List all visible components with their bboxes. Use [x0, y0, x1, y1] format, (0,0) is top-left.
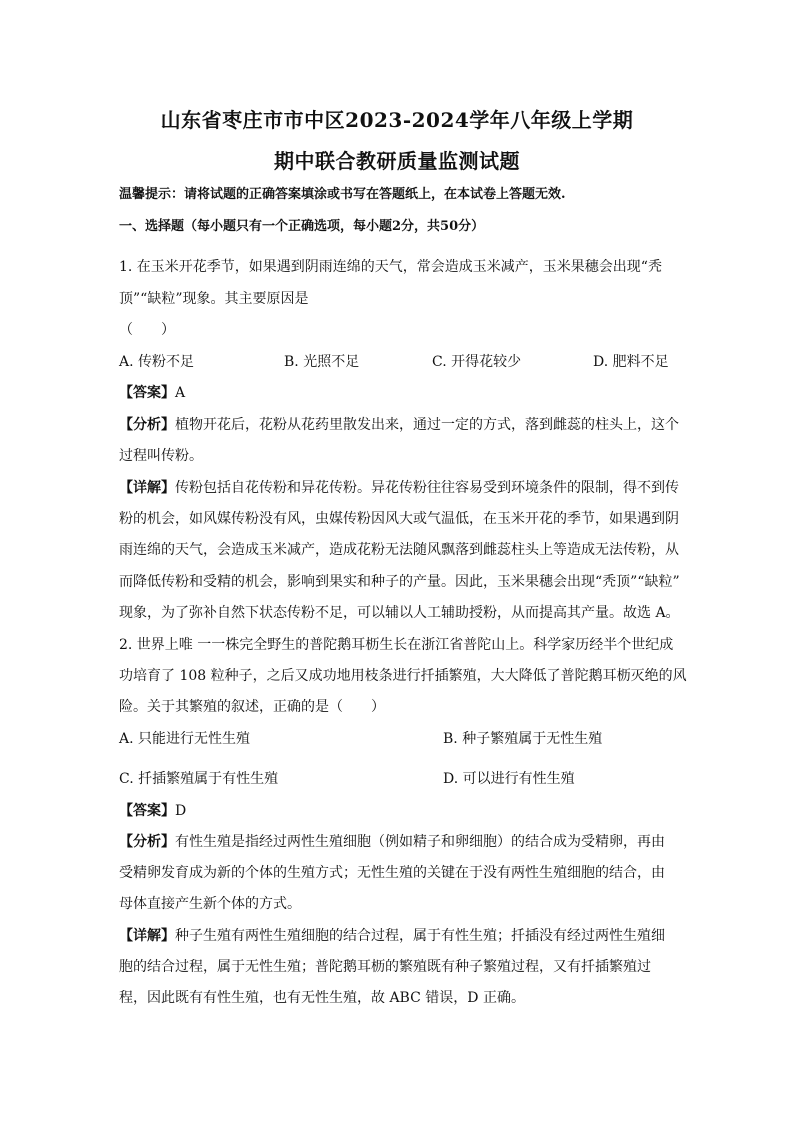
q2-detail-line-3: 程，因此既有有性生殖，也有无性生殖，故 ABC 错误，D 正确。 [119, 990, 525, 1006]
q2-answer-value: D [175, 803, 187, 819]
q2-analysis-line-3: 母体直接产生新个体的方式。 [119, 896, 301, 912]
q1-detail-text-1: 传粉包括自花传粉和异花传粉。异花传粉往往容易受到环境条件的限制，得不到传 [175, 480, 679, 496]
q2-stem-line-1: 2. 世界上唯 一一株完全野生的普陀鹅耳枥生长在浙江省普陀山上。科学家历经半个世纪成 [119, 637, 674, 653]
title-line-2: 期中联合教研质量监测试题 [274, 149, 520, 173]
q1-analysis-text-1: 植物开花后，花粉从花药里散发出来，通过一定的方式，落到雌蕊的柱头上，这个 [175, 417, 679, 433]
q1-option-c: C. 开得花较少 [432, 354, 522, 370]
q2-detail-tag: 【详解】 [119, 928, 175, 944]
q1-stem-line-1: 1. 在玉米开花季节，如果遇到阴雨连绵的天气，常会造成玉米减产，玉米果穗会出现“秃 [119, 259, 662, 275]
q1-detail-line-3: 雨连绵的天气，会造成玉米减产，造成花粉无法随风飘落到雌蕊柱头上等造成无法传粉，从 [119, 542, 679, 558]
q1-analysis-line-1 [119, 416, 689, 434]
q2-detail-line-1 [119, 927, 689, 945]
q1-detail-line-4: 而降低传粉和受精的机会，影响到果实和种子的产量。因此，玉米果穗会出现“秃顶”“缺粒” [119, 574, 680, 590]
q1-answer [119, 384, 689, 402]
q2-option-a: A. 只能进行无性生殖 [119, 731, 251, 747]
q2-analysis-tag: 【分析】 [119, 834, 175, 850]
q1-paren: （ ） [119, 322, 175, 338]
q2-detail-text-1: 种子生殖有两性生殖细胞的结合过程，属于有性生殖；扦插没有经过两性生殖细 [175, 928, 665, 944]
q1-answer-tag: 【答案】 [119, 385, 175, 401]
q2-analysis-text-1: 有性生殖是指经过两性生殖细胞（例如精子和卵细胞）的结合成为受精卵，再由 [175, 834, 665, 850]
section-heading: 一、选择题（每小题只有一个正确选项，每小题2分，共50分） [119, 219, 485, 234]
q2-option-c: C. 扦插繁殖属于有性生殖 [119, 771, 279, 787]
q2-option-d: D. 可以进行有性生殖 [443, 771, 575, 787]
q1-detail-tag: 【详解】 [119, 480, 175, 496]
q1-option-d: D. 肥料不足 [593, 354, 669, 370]
q1-option-b: B. 光照不足 [284, 354, 360, 370]
q2-analysis-line-2: 受精卵发育成为新的个体的生殖方式；无性生殖的关键在于没有两性生殖细胞的结合，由 [119, 865, 665, 881]
notice-text: 温馨提示：请将试题的正确答案填涂或书写在答题纸上，在本试卷上答题无效. [119, 187, 566, 202]
q2-option-b: B. 种子繁殖属于无性生殖 [443, 731, 603, 747]
q2-detail-line-2: 胞的结合过程，属于无性生殖；普陀鹅耳枥的繁殖既有种子繁殖过程，又有扦插繁殖过 [119, 959, 651, 975]
q1-stem-line-2: 顶”“缺粒”现象。其主要原因是 [119, 291, 309, 307]
title-line-1: 山东省枣庄市市中区2023-2024学年八年级上学期 [160, 108, 634, 132]
q1-detail-line-1 [119, 479, 689, 497]
q1-analysis-tag: 【分析】 [119, 417, 175, 433]
q1-analysis-line-2: 过程叫传粉。 [119, 448, 203, 464]
q1-detail-line-2: 粉的机会，如风媒传粉没有风，虫媒传粉因风大或气温低，在玉米开花的季节，如果遇到阴 [119, 511, 679, 527]
q2-analysis-line-1 [119, 833, 689, 851]
q2-stem-line-2: 功培育了 108 粒种子，之后又成功地用枝条进行扦插繁殖，大大降低了普陀鹅耳枥灭绝的风 [119, 668, 687, 684]
q2-answer [119, 802, 689, 820]
q2-stem-line-3: 险。关于其繁殖的叙述，正确的是（ ） [119, 699, 385, 715]
q1-option-a: A. 传粉不足 [119, 354, 195, 370]
q2-answer-tag: 【答案】 [119, 803, 175, 819]
q1-answer-value: A [175, 385, 186, 401]
q1-detail-line-5: 现象，为了弥补自然下状态传粉不足，可以辅以人工辅助授粉，从而提高其产量。故选 A。 [119, 605, 680, 621]
